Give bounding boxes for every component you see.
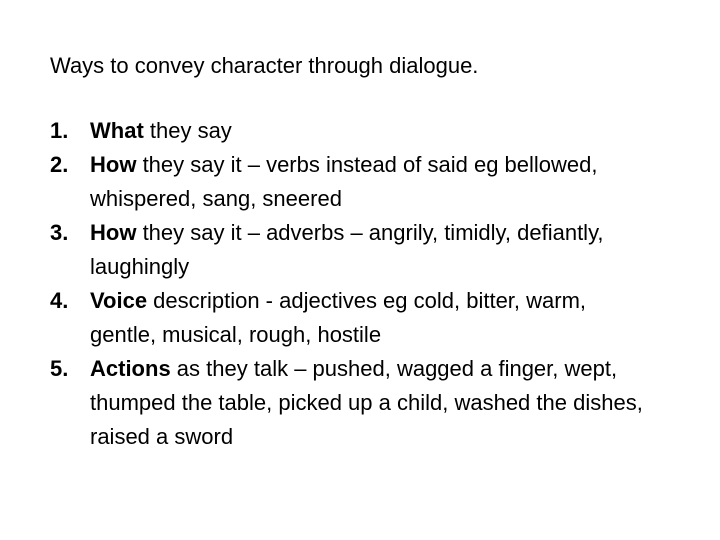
- list-text: they say: [143, 118, 232, 143]
- list-number: 5.: [50, 356, 69, 381]
- list-item-5: [50, 352, 650, 454]
- list-keyword: Actions: [90, 356, 171, 381]
- list-item-1: [50, 114, 650, 148]
- list-number: 2.: [50, 152, 69, 177]
- list-keyword: Voice: [90, 288, 148, 313]
- list-number: 4.: [50, 288, 69, 313]
- list-item-2: [50, 148, 650, 216]
- list-item-3: [50, 216, 650, 284]
- list-number: 3.: [50, 220, 69, 245]
- list-text: description - adjectives eg cold, bitter, warm, gentle, musical, rough, hostile: [90, 288, 587, 347]
- list-number: 1.: [50, 118, 69, 143]
- list-text: as they talk – pushed, wagged a finger, wept, thumped the table, picked up a child, washed the dishes, raised a sword: [90, 356, 643, 449]
- slide-heading: Ways to convey character through dialogue.: [50, 53, 479, 78]
- list-keyword: How: [90, 220, 137, 245]
- list-keyword: How: [90, 152, 137, 177]
- list-text: they say it – adverbs – angrily, timidly, defiantly, laughingly: [90, 220, 604, 279]
- list-text: they say it – verbs instead of said eg bellowed, whispered, sang, sneered: [90, 152, 598, 211]
- list-item-4: [50, 284, 650, 352]
- dialogue-techniques-list: [50, 114, 650, 454]
- list-keyword: What: [90, 118, 144, 143]
